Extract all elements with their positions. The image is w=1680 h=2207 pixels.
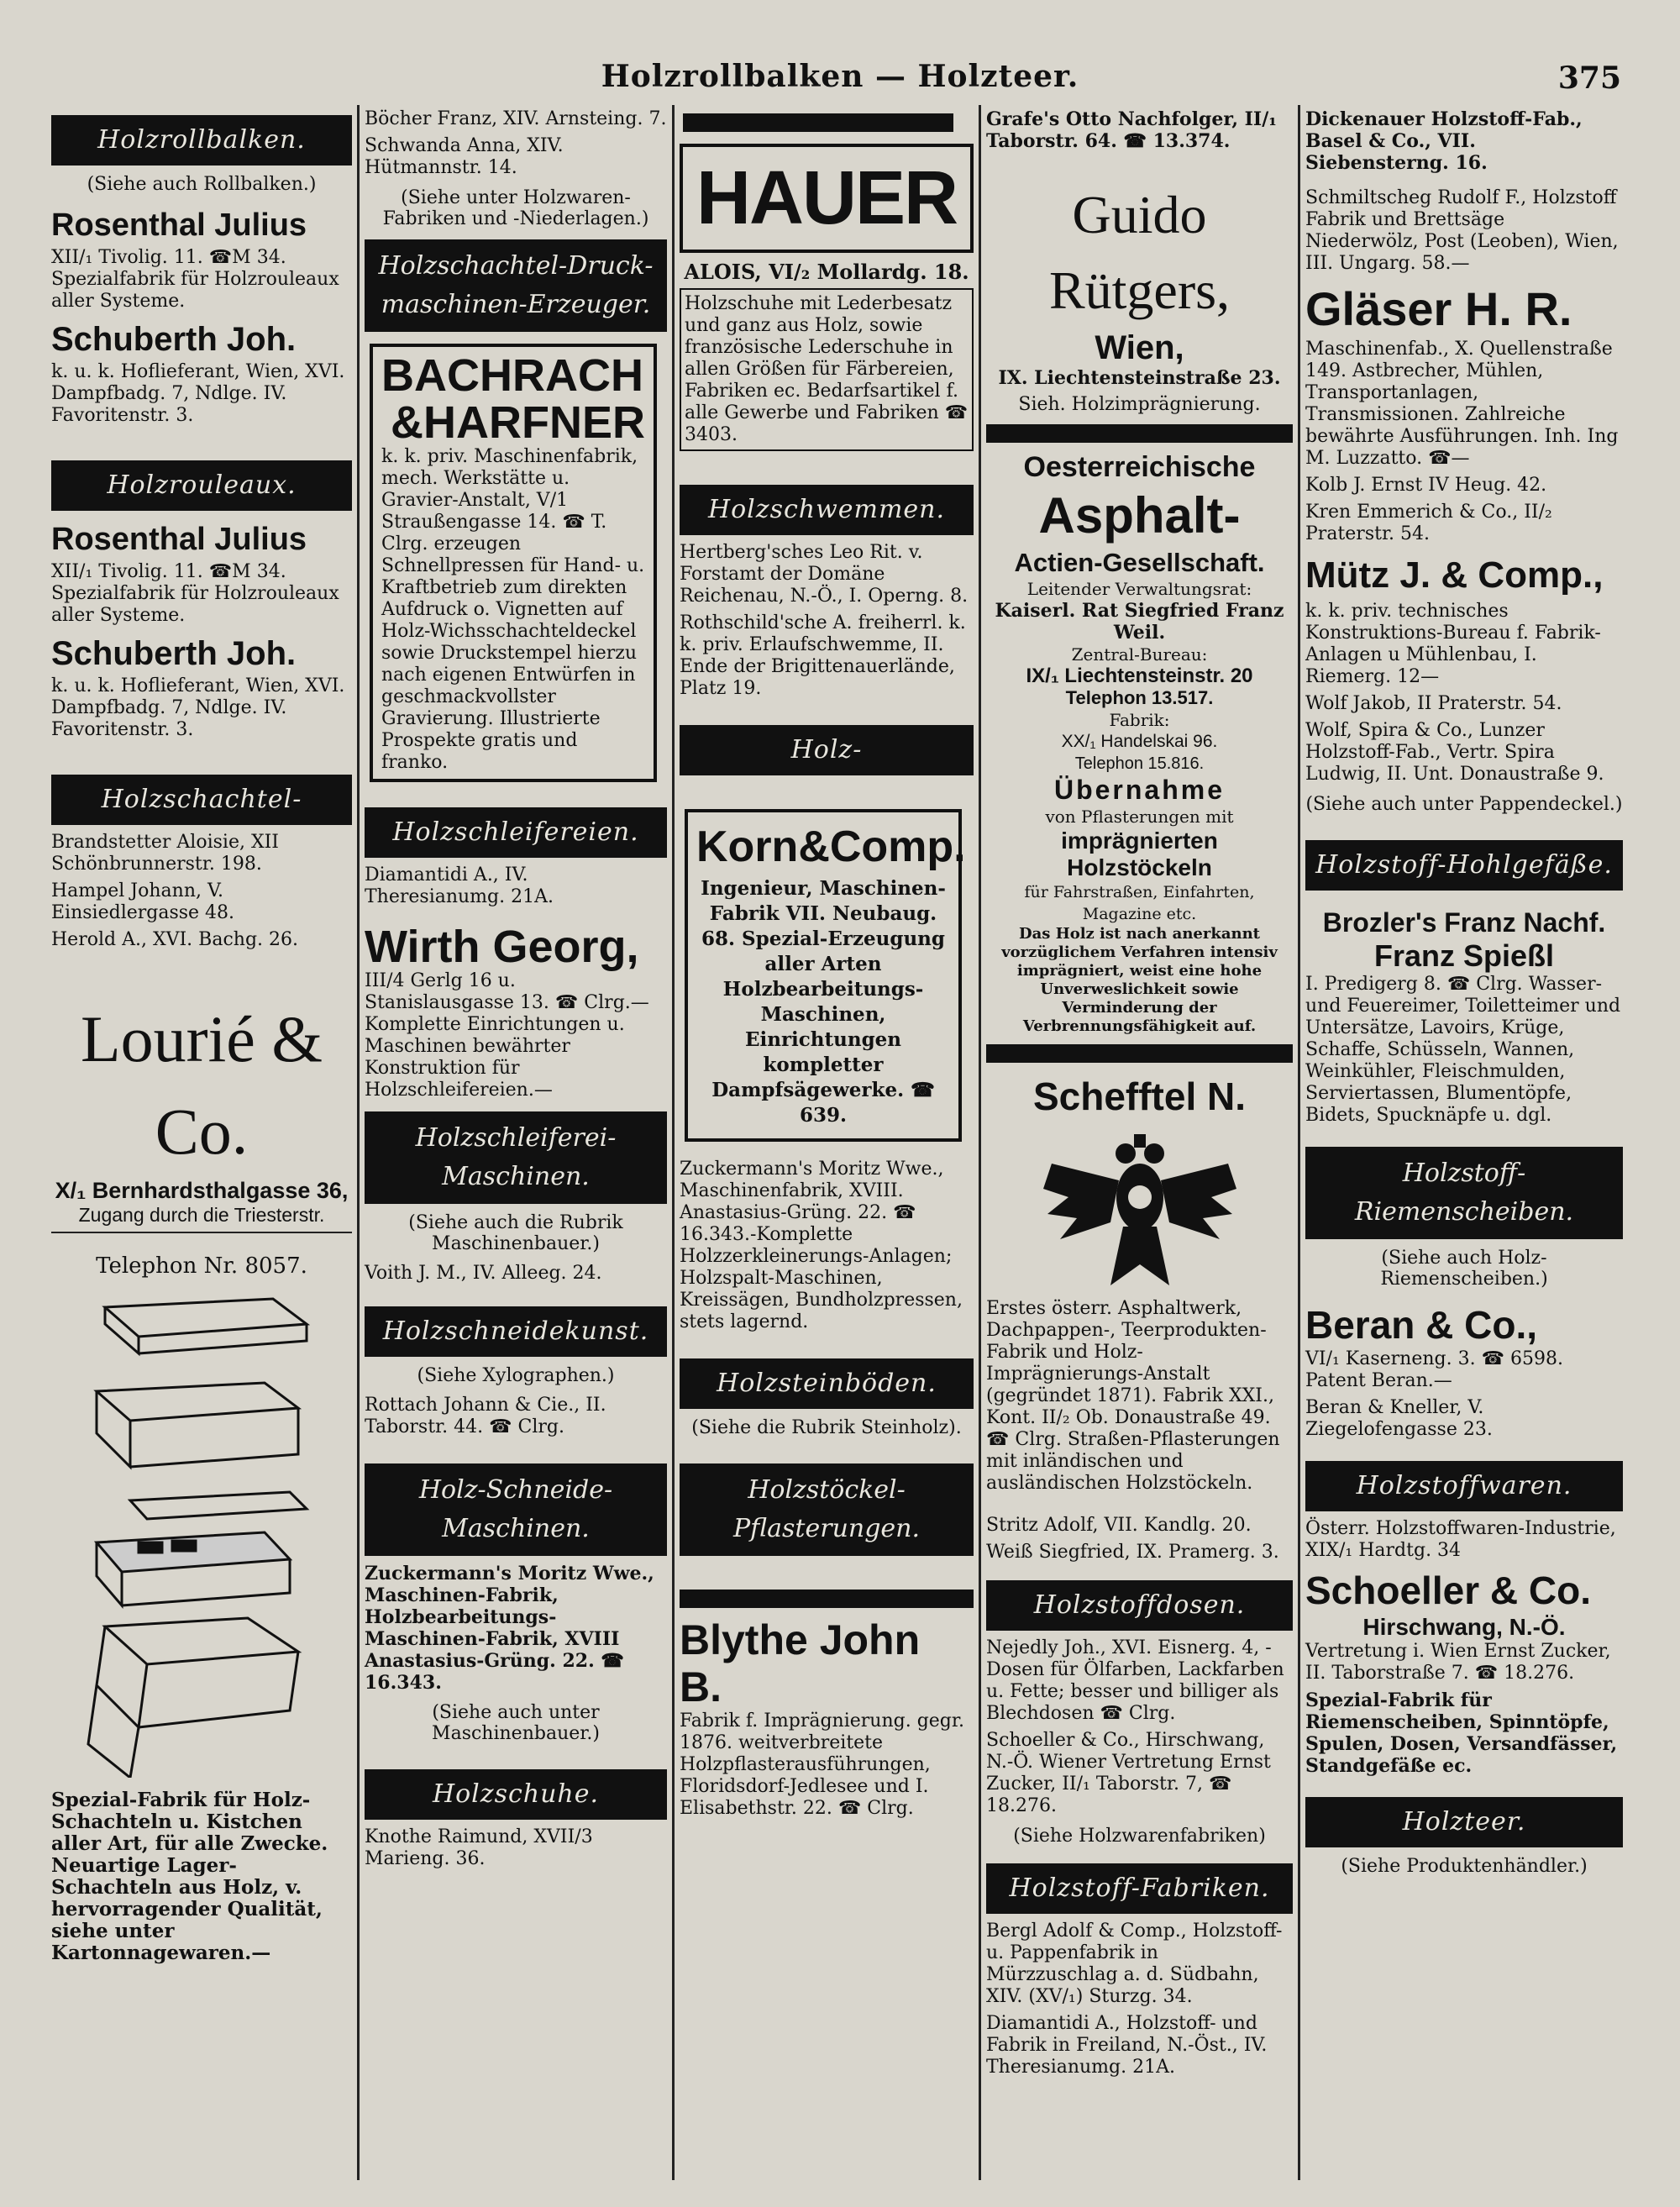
ad-line: Das Holz ist nach anerkannt vorzüglichem Verfahren intensiv imprägniert, weist eine hohe Unverweslichkeit sowie Verminderung der Verbrennungsfähigkeit auf. <box>1001 925 1278 1035</box>
entry-name: Schuberth Joh. <box>51 635 297 672</box>
ad-title: Schoeller & Co. <box>1305 1569 1591 1612</box>
ad-title: Beran & Co., <box>1305 1303 1538 1347</box>
ad-title: Mütz J. & Comp., <box>1305 554 1604 596</box>
ad-line: XX/₁ Handelskai 96. <box>1061 732 1218 751</box>
ad-text: Vertretung i. Wien Ernst Zucker, II. Taborstraße 7. ☎ 18.276. <box>1305 1641 1611 1684</box>
column-4 <box>981 105 1298 2180</box>
ad-bachrach-harfner <box>370 344 657 782</box>
section-header-line: Pflasterungen. <box>732 1514 921 1543</box>
ad-location: Hirschwang, N.-Ö. <box>1362 1614 1566 1640</box>
ad-line: Oesterreichische <box>1023 451 1256 483</box>
column-5 <box>1300 105 1628 2180</box>
entry-text: Schwanda Anna, XIV. Hütmannstr. 14. <box>365 135 564 178</box>
cross-reference: (Siehe die Rubrik Steinholz). <box>691 1417 962 1438</box>
entry-text: Rothschild'sche A. freiherrl. k. k. priv. Erlaufschwemme, II. Ende der Brigittenauerlände, Platz 19. <box>680 612 966 699</box>
ad-line: IX/₁ Liechtensteinstr. 20 <box>1026 665 1253 687</box>
entry-text: Kren Emmerich & Co., II/₂ Praterstr. 54. <box>1305 502 1552 544</box>
ad-text: Spezial-Fabrik für Holz-Schachteln u. Kistchen aller Art, für alle Zwecke. Neuartige Lager-Schachteln aus Holz, v. hervorragender Qualität, siehe unter Kartonnagewaren.— <box>51 1789 328 1964</box>
ad-address: X/₁ Bernhardsthalgasse 36, <box>55 1178 349 1203</box>
cross-reference: (Siehe unter Holzwaren-Fabriken und -Niederlagen.) <box>382 187 649 229</box>
ad-title: BACHRACH <box>381 350 643 401</box>
entry-text: Grafe's Otto Nachfolger, II/₁ Taborstr. 64. ☎ 13.374. <box>986 108 1277 152</box>
section-header <box>365 1111 667 1204</box>
entry-text: Diamantidi A., Holzstoff- und Fabrik in Freiland, N.-Öst., IV. Theresianumg. 21A. <box>986 2013 1268 2078</box>
entry-text: Stritz Adolf, VII. Kandlg. 20. <box>986 1515 1252 1536</box>
cross-reference: (Siehe Holzwarenfabriken) <box>1013 1826 1266 1847</box>
entry-text: Spezial-Fabrik für Riemenscheiben, Spinntöpfe, Spulen, Dosen, Versandfässer, Standgefäße ec. <box>1305 1689 1618 1777</box>
ad-asphalt <box>986 451 1293 1036</box>
section-header: Holzschuhe. <box>365 1769 667 1820</box>
ad-line: für Fahrstraßen, Einfahrten, Magazine etc. <box>1024 883 1255 923</box>
section-header <box>365 1463 667 1556</box>
section-header-line: Maschinen. <box>442 1162 590 1191</box>
ad-title: Brozler's Franz Nachf. <box>1322 907 1606 938</box>
ad-title: Gläser H. R. <box>1305 282 1572 335</box>
ad-city: Wien, <box>1095 329 1184 366</box>
ad-text: k. k. priv. Maschinenfabrik, mech. Werkstätte u. Gravier-Anstalt, V/1 Straußengasse 14. ☎ T. Clrg. erzeugen Schnellpressen für Hand- u. Kraftbetrieb zum direkten Aufdruck o. Vignetten auf Holz-Wichsschachteldeckel sowie Druckstempel hierzu nach eigenen Entwürfen in geschmackvollster Gravierung. Illustrierte Prospekte gratis und franko. <box>381 446 645 773</box>
entry-text: Voith J. M., IV. Alleeg. 24. <box>365 1263 602 1284</box>
entry-text: Dickenauer Holzstoff-Fab., Basel & Co., VII. Siebensterng. 16. <box>1305 108 1583 174</box>
section-header: Holzrouleaux. <box>51 460 352 511</box>
ad-line: Telephon 15.816. <box>1074 754 1205 773</box>
ad-subtitle: ALOIS, VI/₂ Mollardg. 18. <box>684 260 969 284</box>
ad-hauer <box>680 144 974 253</box>
section-header-line: Holzschachtel-Druck- <box>378 251 654 281</box>
cross-reference: (Siehe auch die Rubrik Maschinenbauer.) <box>408 1212 623 1254</box>
ad-address: IX. Liechtensteinstraße 23. <box>998 367 1281 389</box>
section-header: Holzschwemmen. <box>680 485 974 535</box>
wooden-box-illustration <box>80 1290 352 1778</box>
rule-bar <box>680 1590 974 1608</box>
section-header-line: Holzstöckel- <box>748 1475 906 1505</box>
section-header-line: Holzschleiferei- <box>415 1123 617 1153</box>
ad-title: Asphalt- <box>1038 487 1241 544</box>
cross-reference: (Siehe Xylographen.) <box>417 1365 615 1386</box>
ad-title: Franz Spießl <box>1373 938 1555 973</box>
entry-text: Brandstetter Aloisie, XII Schönbrunnerstr. 198. <box>51 832 279 875</box>
ad-telephone: Telephon Nr. 8057. <box>96 1253 307 1279</box>
double-eagle-emblem <box>981 1130 1298 1290</box>
cross-reference: (Siehe Produktenhändler.) <box>1341 1856 1588 1877</box>
cross-reference: (Siehe auch unter Maschinenbauer.) <box>432 1702 600 1744</box>
section-header <box>680 1463 974 1556</box>
ad-title: &HARFNER <box>391 397 645 448</box>
section-header-line: maschinen-Erzeuger. <box>381 290 651 319</box>
section-header: Holzstoffwaren. <box>1305 1461 1623 1511</box>
column-3 <box>675 105 979 2180</box>
entry-text: Diamantidi A., IV. Theresianumg. 21A. <box>365 864 554 907</box>
entry-text: Schoeller & Co., Hirschwang, N.-Ö. Wiener Vertretung Ernst Zucker, II/₁ Taborstr. 7, ☎ 18.276. <box>986 1730 1271 1816</box>
entry-text: Knothe Raimund, XVII/3 Marieng. 36. <box>365 1826 593 1869</box>
section-header <box>365 239 667 332</box>
ad-title: Korn&Comp. <box>696 822 966 871</box>
entry-text: Böcher Franz, XIV. Arnsteing. 7. <box>365 108 667 129</box>
entry-text: Wolf, Spira & Co., Lunzer Holzstoff-Fab., Vertr. Spira Ludwig, II. Unt. Donaustraße 9. <box>1305 720 1604 785</box>
entry-text: Beran & Kneller, V. Ziegelofengasse 23. <box>1305 1397 1493 1440</box>
entry-text: Zuckermann's Moritz Wwe., Maschinen-Fabrik, Holzbearbeitungs-Maschinen-Fabrik, XVIII Anastasius-Grüng. 22. ☎ 16.343. <box>365 1563 654 1694</box>
section-header: Holzschleifereien. <box>365 807 667 858</box>
entry-text: Bergl Adolf & Comp., Holzstoff- u. Pappenfabrik in Mürzzuschlag a. d. Südbahn, XIV. (XV/₁) Sturzg. 34. <box>986 1921 1283 2007</box>
entry-text: XII/₁ Tivolig. 11. ☎M 34. Spezialfabrik für Holzrouleaux aller Systeme. <box>51 561 339 626</box>
section-header: Holzschachtel- <box>51 775 352 825</box>
entry-text: Zuckermann's Moritz Wwe., Maschinenfabrik, XVIII. Anastasius-Grüng. 22. ☎ 16.343.-Komplette Holzzerkleinerungs-Anlagen; Holzspalt-Maschinen, Kreissägen, Bundholzpressen, stets lagernd. <box>680 1159 963 1332</box>
section-header: Holzstoff-Hohlgefäße. <box>1305 840 1623 891</box>
section-header: Holz- <box>680 725 974 775</box>
ad-text: Erstes österr. Asphaltwerk, Dachpappen-, Teerprodukten-Fabrik und Holz-Imprägnierungs-Anstalt (gegründet 1871). Fabrik XXI., Kont. II/₂ Ob. Donaustraße 49. ☎ Clrg. Straßen-Pflasterungen mit inländischen und ausländischen Holzstöckeln. <box>986 1298 1280 1494</box>
entry-text: XII/₁ Tivolig. 11. ☎M 34. Spezialfabrik für Holzrouleaux aller Systeme. <box>51 247 339 312</box>
ad-text: k. k. priv. technisches Konstruktions-Bureau f. Fabrik-Anlagen u Mühlenbau, I. Riemerg. 12— <box>1305 601 1601 687</box>
entry-text: Österr. Holzstoffwaren-Industrie, XIX/₁ Hardtg. 34 <box>1305 1518 1616 1561</box>
ad-line: von Pflasterungen mit <box>1045 807 1234 827</box>
entry-text: Schmiltscheg Rudolf F., Holzstoff Fabrik und Brettsäge Niederwölz, Post (Leoben), Wien, III. Ungarg. 58.— <box>1305 187 1619 274</box>
entry-text: Nejedly Joh., XVI. Eisnerg. 4, -Dosen für Ölfarben, Lackfarben u. Fette; besser und billiger als Blechdosen ☎ Clrg. <box>986 1637 1284 1724</box>
entry-text: Hampel Johann, V. Einsiedlergasse 48. <box>51 880 235 923</box>
entry-name: Rosenthal Julius <box>51 522 307 557</box>
entry-text: Herold A., XVI. Bachg. 26. <box>51 929 299 950</box>
rule-bar <box>986 424 1293 443</box>
ad-note: Sieh. Holzimprägnierung. <box>1018 394 1261 415</box>
ad-text: Holzschuhe mit Lederbesatz und ganz aus Holz, sowie französische Lederschuhe in allen Größen für Färbereien, Fabriken ec. Bedarfsartikel f. alle Gewerbe und Fabriken ☎ 3403. <box>680 288 974 451</box>
entry-name: Schuberth Joh. <box>51 321 297 358</box>
ad-title: Blythe John B. <box>680 1616 921 1710</box>
ad-text: Maschinenfab., X. Quellenstraße 149. Astbrecher, Mühlen, Transportanlagen, Transmissionen. Zahlreiche bewährte Ausführungen. Inh. Ing M. Luzzatto. ☎— <box>1305 339 1619 469</box>
section-header-line: Holz-Schneide- <box>418 1475 613 1505</box>
rule-bar <box>683 113 953 132</box>
entry-text: k. u. k. Hoflieferant, Wien, XVI. Dampfbadg. 7, Ndlge. IV. Favoritenstr. 3. <box>51 675 345 740</box>
section-header: Holzstoff-Fabriken. <box>986 1863 1293 1914</box>
ad-text: VI/₁ Kaserneng. 3. ☎ 6598. Patent Beran.— <box>1305 1348 1563 1391</box>
entry-name: Rosenthal Julius <box>51 208 307 243</box>
running-head: Holzrollbalken — Holzteer. <box>601 59 1079 94</box>
section-header: Holzschneidekunst. <box>365 1306 667 1357</box>
ad-text: I. Predigerg 8. ☎ Clrg. Wasser- und Feuereimer, Toiletteimer und Untersätze, Lavoirs, Krüge, Schaffe, Schüsseln, Wannen, Weinkühler, Fleischmulden, Serviertassen, Blumentöpfe, Bidets, Spucknäpfe u. dgl. <box>1305 974 1621 1126</box>
cross-reference: (Siehe auch Rollbalken.) <box>87 174 317 195</box>
rule-bar <box>986 1044 1293 1063</box>
ad-line: Zentral-Bureau: <box>1071 644 1208 665</box>
ad-access: Zugang durch die Triesterstr. <box>51 1204 352 1233</box>
entry-text: Kolb J. Ernst IV Heug. 42. <box>1305 475 1547 496</box>
ad-line: imprägnierten Holzstöckeln <box>1061 828 1218 880</box>
entry-text: Hertberg'sches Leo Rit. v. Forstamt der Domäne Reichenau, N.-Ö., I. Operng. 8. <box>680 542 969 607</box>
column-1 <box>46 105 357 2180</box>
ad-title: Lourié & Co. <box>80 1002 323 1168</box>
ad-line: Kaiserl. Rat Siegfried Franz Weil. <box>995 600 1284 644</box>
ad-text: Ingenieur, Maschinen-Fabrik VII. Neubaug. 68. Spezial-Erzeugung aller Arten Holzbearbeitungs-Maschinen, Einrichtungen kompletter Dampfsägewerke. ☎ 639. <box>701 877 946 1127</box>
ad-line: Übernahme <box>1053 775 1226 805</box>
section-header-line: Riemenscheiben. <box>1354 1197 1574 1227</box>
entry-text: Rottach Johann & Cie., II. Taborstr. 44. ☎ Clrg. <box>365 1395 606 1437</box>
section-header <box>1305 1147 1623 1239</box>
entry-text: Wolf Jakob, II Praterstr. 54. <box>1305 693 1562 714</box>
ad-korn-comp <box>685 809 966 1142</box>
ad-line: Telephon 13.517. <box>1065 687 1214 708</box>
ad-text: III/4 Gerlg 16 u. Stanislausgasse 13. ☎ Clrg.— Komplette Einrichtungen u. Maschinen bewährter Konstruktion für Holzschleifereien.— <box>365 970 649 1101</box>
section-header: Holzrollbalken. <box>51 115 352 166</box>
ad-title: Schefftel N. <box>1032 1075 1247 1118</box>
ad-title: Guido Rütgers, <box>1048 185 1231 320</box>
section-header-line: Holzstoff- <box>1402 1159 1526 1188</box>
section-header: Holzsteinböden. <box>680 1358 974 1409</box>
entry-text: k. u. k. Hoflieferant, Wien, XVI. Dampfbadg. 7, Ndlge. IV. Favoritenstr. 3. <box>51 361 345 426</box>
ad-line: Leitender Verwaltungsrat: <box>1026 579 1252 599</box>
entry-text: Weiß Siegfried, IX. Pramerg. 3. <box>986 1542 1279 1563</box>
section-header-line: Maschinen. <box>442 1514 590 1543</box>
ad-title: HAUER <box>696 156 957 240</box>
section-header: Holzteer. <box>1305 1797 1623 1847</box>
page-number: 375 <box>1557 60 1621 96</box>
ad-line: Actien-Gesellschaft. <box>1014 548 1265 577</box>
ad-text: Fabrik f. Imprägnierung. gegr. 1876. weitverbreitete Holzpflasterausführungen, Floridsdorf-Jedlesee und I. Elisabethstr. 22. ☎ Clrg. <box>680 1710 964 1819</box>
ad-line: Fabrik: <box>1109 710 1170 730</box>
column-2 <box>360 105 672 2180</box>
cross-reference: (Siehe auch Holz-Riemenscheiben.) <box>1380 1248 1548 1290</box>
section-header: Holzstoffdosen. <box>986 1580 1293 1631</box>
cross-reference: (Siehe auch unter Pappendeckel.) <box>1305 794 1623 815</box>
ad-title: Wirth Georg, <box>365 922 639 972</box>
